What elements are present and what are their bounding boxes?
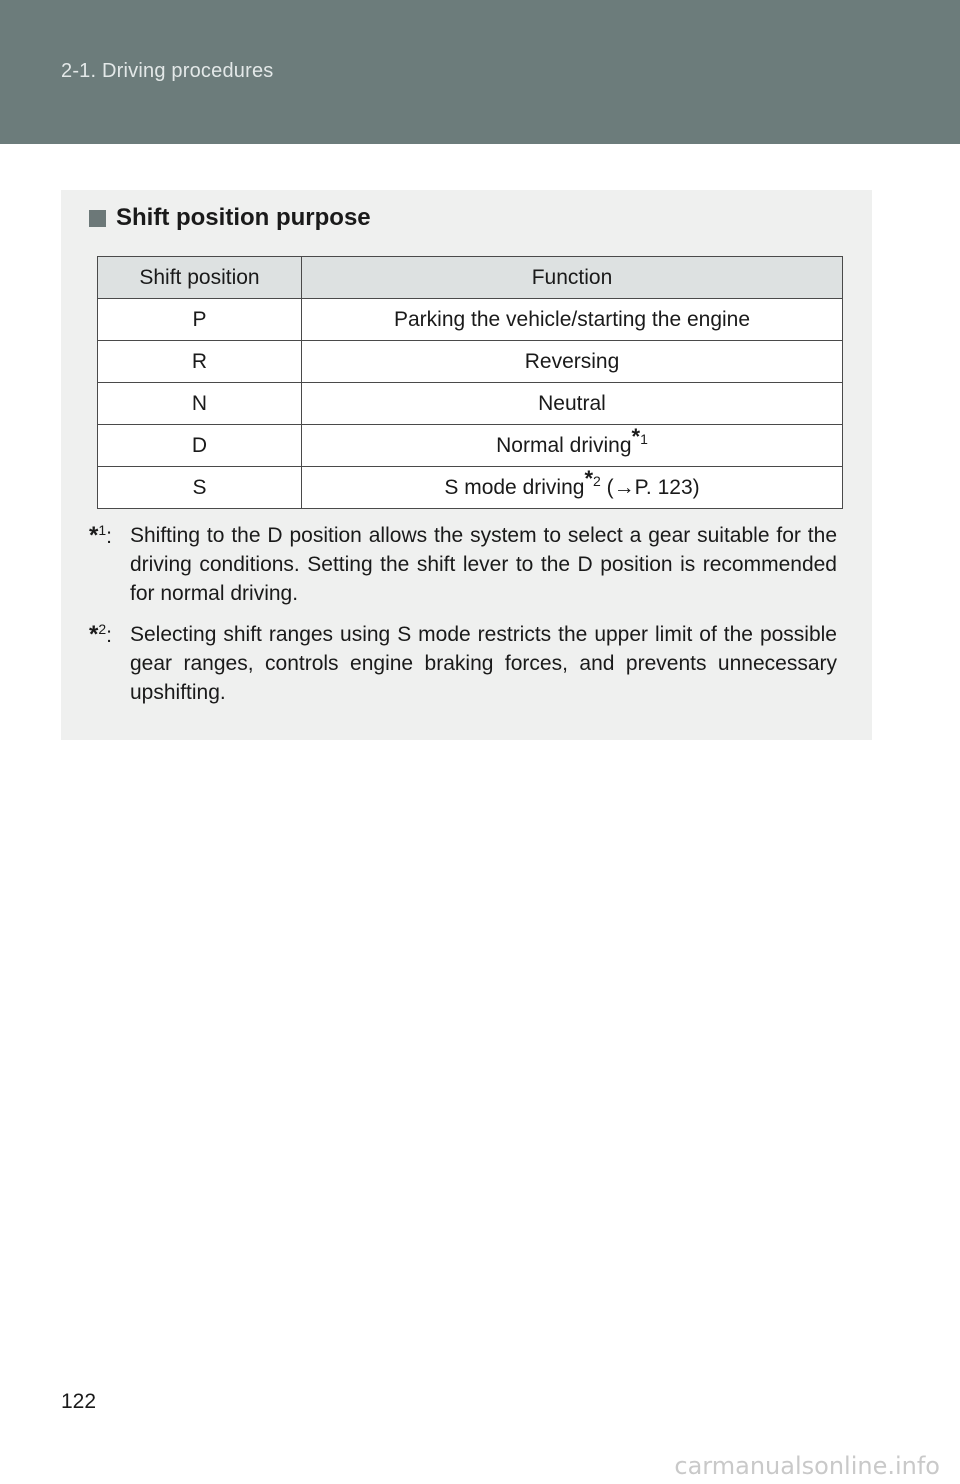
- footnote-marker: *$^1$:: [89, 522, 112, 549]
- watermark: carmanualsonline.info: [674, 1452, 940, 1480]
- footnote-number: 2: [593, 472, 601, 489]
- asterisk-icon: *: [631, 423, 641, 449]
- shift-position-table: [97, 256, 843, 509]
- cell-position: N: [98, 383, 302, 425]
- cell-position: R: [98, 341, 302, 383]
- table-row: [98, 425, 843, 467]
- footnote-1: [89, 521, 837, 608]
- asterisk-icon: *: [584, 465, 593, 491]
- footnote-marker: [631, 423, 648, 449]
- header-shift-position: Shift position: [98, 257, 302, 299]
- cell-function: [302, 425, 843, 467]
- asterisk-icon: *: [89, 621, 99, 648]
- footnote-text: Selecting shift ranges using S mode restricts the upper limit of the possible gear ranges, controls engine braking forces, and prevents unnecessary upshifting.: [130, 623, 837, 704]
- cell-position: P: [98, 299, 302, 341]
- header-function: Function: [302, 257, 843, 299]
- cell-position: D: [98, 425, 302, 467]
- section-title-text: Shift position purpose: [116, 204, 371, 231]
- square-bullet-icon: [89, 210, 106, 227]
- page-reference-link[interactable]: (→P. 123): [606, 475, 700, 499]
- table-row: [98, 383, 843, 425]
- header-band: [0, 0, 960, 144]
- table-row: [98, 341, 843, 383]
- function-text: S mode driving: [444, 475, 585, 499]
- function-text: Normal driving: [496, 433, 632, 457]
- page-number: 122: [61, 1390, 97, 1413]
- table-row: [98, 299, 843, 341]
- cell-position: S: [98, 467, 302, 509]
- footnote-number: 1: [98, 522, 107, 538]
- cell-function: [302, 467, 843, 509]
- shift-position-panel: [61, 190, 872, 740]
- section-title: [89, 204, 371, 232]
- table-header-row: [98, 257, 843, 299]
- footnote-number: 2: [98, 621, 107, 637]
- footnote-text: Shifting to the D position allows the system to select a gear suitable for the driving conditions. Setting the shift lever to the D position is recommended for normal driving.: [130, 524, 837, 605]
- footnote-number: 1: [640, 430, 648, 447]
- footnote-2: [89, 620, 837, 707]
- cell-function: Neutral: [302, 383, 843, 425]
- asterisk-icon: *: [89, 522, 99, 549]
- cell-function: Reversing: [302, 341, 843, 383]
- footnote-marker: *$^2$:: [89, 621, 112, 648]
- table-row: [98, 467, 843, 509]
- section-header: 2-1. Driving procedures: [61, 60, 274, 82]
- cell-function: Parking the vehicle/starting the engine: [302, 299, 843, 341]
- footnote-marker: [584, 465, 601, 491]
